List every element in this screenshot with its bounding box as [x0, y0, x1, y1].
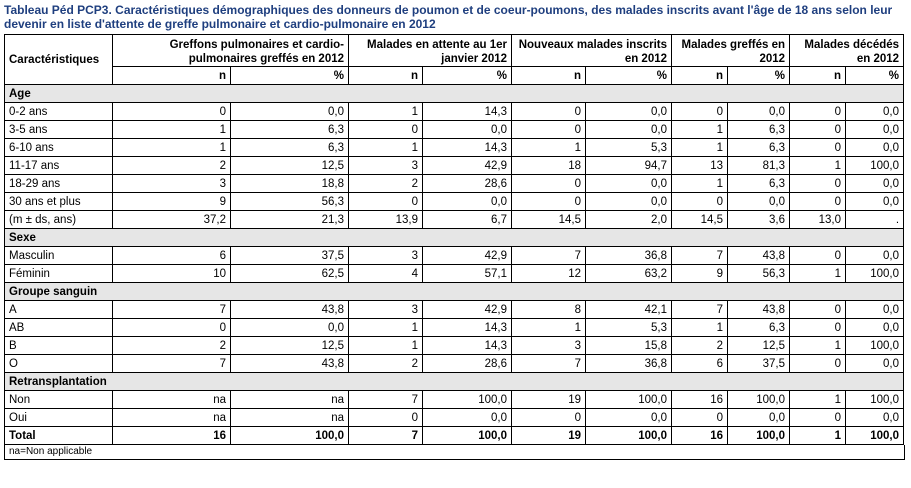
table-cell: 0 — [790, 247, 846, 265]
table-cell: na — [231, 391, 349, 409]
table-cell: 8 — [512, 301, 586, 319]
table-cell: 1 — [790, 337, 846, 355]
table-row — [5, 103, 904, 121]
table-cell: . — [846, 211, 904, 229]
table-cell: 1 — [349, 319, 423, 337]
table-cell: 63,2 — [586, 265, 672, 283]
table-cell: 0,0 — [586, 193, 672, 211]
table-cell: 0,0 — [728, 103, 790, 121]
table-cell: 14,3 — [423, 319, 512, 337]
header-characteristics: Caractéristiques — [5, 35, 113, 85]
table-cell: 0,0 — [846, 247, 904, 265]
table-cell: 6,3 — [728, 319, 790, 337]
table-cell: 42,9 — [423, 157, 512, 175]
table-cell: 4 — [349, 265, 423, 283]
table-cell: 6,3 — [728, 121, 790, 139]
table-cell: 13 — [672, 157, 728, 175]
section-header-row — [5, 229, 904, 247]
table-cell: 12,5 — [231, 157, 349, 175]
header-row-sub — [5, 67, 904, 85]
table-cell: 1 — [672, 319, 728, 337]
table-cell: 0,0 — [728, 193, 790, 211]
table-cell: 14,3 — [423, 337, 512, 355]
table-cell: 0 — [512, 175, 586, 193]
table-cell: 0 — [790, 121, 846, 139]
header-row-groups — [5, 35, 904, 67]
table-cell: 1 — [349, 337, 423, 355]
table-cell: 3 — [349, 157, 423, 175]
section-title: Age — [5, 85, 904, 103]
table-cell: 0,0 — [586, 409, 672, 427]
total-cell: 100,0 — [423, 427, 512, 445]
header-group-donors: Greffons pulmonaires et cardio-pulmonaires greffés en 2012 — [113, 35, 349, 67]
total-cell: 100,0 — [586, 427, 672, 445]
table-cell: 0,0 — [586, 121, 672, 139]
table-cell: 0,0 — [586, 175, 672, 193]
table-cell: 0 — [790, 319, 846, 337]
table-row — [5, 337, 904, 355]
row-label: AB — [5, 319, 113, 337]
table-cell: 14,3 — [423, 103, 512, 121]
table-cell: 0 — [790, 103, 846, 121]
total-cell: 19 — [512, 427, 586, 445]
table-row — [5, 175, 904, 193]
table-cell: 37,5 — [231, 247, 349, 265]
table-row — [5, 247, 904, 265]
table-cell: 0,0 — [846, 409, 904, 427]
table-cell: 5,3 — [586, 139, 672, 157]
table-cell: 9 — [113, 193, 231, 211]
table-cell: 12 — [512, 265, 586, 283]
header-sub-n: n — [349, 67, 423, 85]
table-cell: 0 — [790, 139, 846, 157]
table-row — [5, 391, 904, 409]
table-cell: 1 — [349, 139, 423, 157]
header-group-grafted: Malades greffés en 2012 — [672, 35, 790, 67]
table-cell: 13,9 — [349, 211, 423, 229]
table-cell: 3 — [349, 301, 423, 319]
table-cell: 36,8 — [586, 355, 672, 373]
header-sub-pct: % — [423, 67, 512, 85]
table-cell: 3 — [113, 175, 231, 193]
table-row — [5, 193, 904, 211]
table-cell: 18,8 — [231, 175, 349, 193]
table-cell: 0,0 — [423, 193, 512, 211]
table-cell: 0,0 — [231, 103, 349, 121]
table-cell: 2,0 — [586, 211, 672, 229]
table-cell: 7 — [512, 355, 586, 373]
table-cell: 43,8 — [231, 355, 349, 373]
table-cell: 62,5 — [231, 265, 349, 283]
table-cell: 0,0 — [846, 175, 904, 193]
total-label: Total — [5, 427, 113, 445]
table-cell: 2 — [349, 175, 423, 193]
table-cell: 81,3 — [728, 157, 790, 175]
table-cell: 56,3 — [231, 193, 349, 211]
table-cell: na — [113, 409, 231, 427]
table-cell: 1 — [672, 121, 728, 139]
table-cell: 6,3 — [728, 139, 790, 157]
table-cell: 0,0 — [846, 355, 904, 373]
header-sub-pct: % — [728, 67, 790, 85]
row-label: (m ± ds, ans) — [5, 211, 113, 229]
table-cell: 18 — [512, 157, 586, 175]
table-row — [5, 301, 904, 319]
row-label: Féminin — [5, 265, 113, 283]
section-title: Groupe sanguin — [5, 283, 904, 301]
total-cell: 7 — [349, 427, 423, 445]
table-title: Tableau Péd PCP3. Caractéristiques démographiques des donneurs de poumon et de coeur-poumons, des malades inscrits avant l'âge de 18 ans selon leur devenir en liste d'attente de greffe pulmonaire et cardio-pulmonaire en 2012 — [4, 3, 893, 31]
table-cell: 0,0 — [846, 103, 904, 121]
table-cell: 0 — [512, 121, 586, 139]
table-cell: 14,5 — [512, 211, 586, 229]
table-cell: 2 — [113, 157, 231, 175]
table-cell: 100,0 — [846, 337, 904, 355]
table-cell: 42,9 — [423, 301, 512, 319]
table-cell: 6 — [672, 355, 728, 373]
header-sub-n: n — [512, 67, 586, 85]
table-cell: 0,0 — [846, 301, 904, 319]
table-cell: 0 — [790, 355, 846, 373]
footnote: na=Non applicable — [4, 445, 905, 460]
table-cell: 1 — [113, 121, 231, 139]
table-cell: 1 — [790, 391, 846, 409]
row-label: 0-2 ans — [5, 103, 113, 121]
table-cell: 0,0 — [586, 103, 672, 121]
table-cell: 0 — [790, 193, 846, 211]
header-sub-pct: % — [846, 67, 904, 85]
table-cell: 43,8 — [728, 247, 790, 265]
total-cell: 100,0 — [728, 427, 790, 445]
table-cell: 56,3 — [728, 265, 790, 283]
table-row — [5, 211, 904, 229]
table-cell: 3,6 — [728, 211, 790, 229]
total-cell: 100,0 — [231, 427, 349, 445]
table-cell: 0 — [113, 319, 231, 337]
table-cell: 0 — [790, 409, 846, 427]
table-cell: 12,5 — [231, 337, 349, 355]
table-cell: 0 — [512, 103, 586, 121]
table-row — [5, 319, 904, 337]
header-sub-n: n — [113, 67, 231, 85]
section-title: Retransplantation — [5, 373, 904, 391]
table-cell: 0,0 — [846, 121, 904, 139]
table-cell: 0 — [512, 409, 586, 427]
table-cell: 0 — [790, 175, 846, 193]
total-row — [5, 427, 904, 445]
row-label: 11-17 ans — [5, 157, 113, 175]
header-group-deceased: Malades décédés en 2012 — [790, 35, 904, 67]
table-cell: 42,9 — [423, 247, 512, 265]
table-cell: 100,0 — [423, 391, 512, 409]
table-row — [5, 265, 904, 283]
table-row — [5, 139, 904, 157]
table-row — [5, 355, 904, 373]
table-cell: 1 — [672, 139, 728, 157]
table-cell: 5,3 — [586, 319, 672, 337]
table-cell: 6 — [113, 247, 231, 265]
table-cell: 1 — [512, 139, 586, 157]
table-cell: 1 — [113, 139, 231, 157]
table-cell: 7 — [349, 391, 423, 409]
table-cell: 42,1 — [586, 301, 672, 319]
total-cell: 16 — [113, 427, 231, 445]
table-cell: 0 — [672, 409, 728, 427]
row-label: 3-5 ans — [5, 121, 113, 139]
table-cell: 0 — [349, 121, 423, 139]
table-cell: 1 — [672, 175, 728, 193]
table-cell: 0,0 — [423, 409, 512, 427]
table-cell: 43,8 — [231, 301, 349, 319]
table-cell: 7 — [113, 301, 231, 319]
table-cell: 37,5 — [728, 355, 790, 373]
table-cell: 43,8 — [728, 301, 790, 319]
table-cell: 37,2 — [113, 211, 231, 229]
table-cell: 14,5 — [672, 211, 728, 229]
table-cell: 7 — [512, 247, 586, 265]
table-cell: 15,8 — [586, 337, 672, 355]
table-cell: 0 — [672, 103, 728, 121]
header-sub-pct: % — [586, 67, 672, 85]
table-cell: 100,0 — [586, 391, 672, 409]
table-cell: 0,0 — [846, 319, 904, 337]
table-cell: 0 — [790, 301, 846, 319]
table-cell: 57,1 — [423, 265, 512, 283]
table-cell: 0,0 — [846, 139, 904, 157]
table-cell: 13,0 — [790, 211, 846, 229]
table-cell: 14,3 — [423, 139, 512, 157]
table-cell: 100,0 — [846, 391, 904, 409]
table-cell: 16 — [672, 391, 728, 409]
table-cell: 1 — [349, 103, 423, 121]
table-cell: 6,3 — [231, 139, 349, 157]
row-label: Oui — [5, 409, 113, 427]
table-cell: 7 — [672, 247, 728, 265]
table-cell: 7 — [672, 301, 728, 319]
row-label: 30 ans et plus — [5, 193, 113, 211]
header-sub-pct: % — [231, 67, 349, 85]
row-label: O — [5, 355, 113, 373]
table-cell: 0 — [512, 193, 586, 211]
section-header-row — [5, 85, 904, 103]
table-cell: 100,0 — [728, 391, 790, 409]
table-cell: na — [113, 391, 231, 409]
table-cell: 3 — [349, 247, 423, 265]
table-cell: 21,3 — [231, 211, 349, 229]
table-cell: 1 — [790, 265, 846, 283]
table-cell: 0,0 — [231, 319, 349, 337]
row-label: 6-10 ans — [5, 139, 113, 157]
table-cell: 6,7 — [423, 211, 512, 229]
header-group-new: Nouveaux malades inscrits en 2012 — [512, 35, 672, 67]
table-cell: 1 — [512, 319, 586, 337]
table-cell: 100,0 — [846, 265, 904, 283]
table-cell: 94,7 — [586, 157, 672, 175]
section-title: Sexe — [5, 229, 904, 247]
table-cell: 9 — [672, 265, 728, 283]
data-table — [4, 34, 904, 445]
table-cell: 7 — [113, 355, 231, 373]
table-cell: 6,3 — [231, 121, 349, 139]
section-header-row — [5, 373, 904, 391]
total-cell: 16 — [672, 427, 728, 445]
table-cell: 0 — [349, 409, 423, 427]
table-cell: 0 — [113, 103, 231, 121]
row-label: Non — [5, 391, 113, 409]
row-label: Masculin — [5, 247, 113, 265]
table-cell: 0 — [672, 193, 728, 211]
table-row — [5, 121, 904, 139]
table-row — [5, 409, 904, 427]
row-label: A — [5, 301, 113, 319]
table-cell: 0,0 — [423, 121, 512, 139]
table-cell: 3 — [512, 337, 586, 355]
table-cell: 2 — [672, 337, 728, 355]
table-cell: na — [231, 409, 349, 427]
table-cell: 2 — [349, 355, 423, 373]
table-cell: 0,0 — [728, 409, 790, 427]
table-body — [5, 85, 904, 445]
total-cell: 1 — [790, 427, 846, 445]
table-cell: 100,0 — [846, 157, 904, 175]
table-cell: 28,6 — [423, 355, 512, 373]
header-sub-n: n — [672, 67, 728, 85]
table-cell: 10 — [113, 265, 231, 283]
table-cell: 12,5 — [728, 337, 790, 355]
section-header-row — [5, 283, 904, 301]
table-cell: 36,8 — [586, 247, 672, 265]
table-cell: 1 — [790, 157, 846, 175]
header-group-waiting: Malades en attente au 1er janvier 2012 — [349, 35, 512, 67]
table-cell: 0,0 — [846, 193, 904, 211]
table-cell: 6,3 — [728, 175, 790, 193]
table-cell: 2 — [113, 337, 231, 355]
header-sub-n: n — [790, 67, 846, 85]
table-cell: 19 — [512, 391, 586, 409]
row-label: 18-29 ans — [5, 175, 113, 193]
table-cell: 0 — [349, 193, 423, 211]
table-cell: 28,6 — [423, 175, 512, 193]
table-row — [5, 157, 904, 175]
row-label: B — [5, 337, 113, 355]
total-cell: 100,0 — [846, 427, 904, 445]
